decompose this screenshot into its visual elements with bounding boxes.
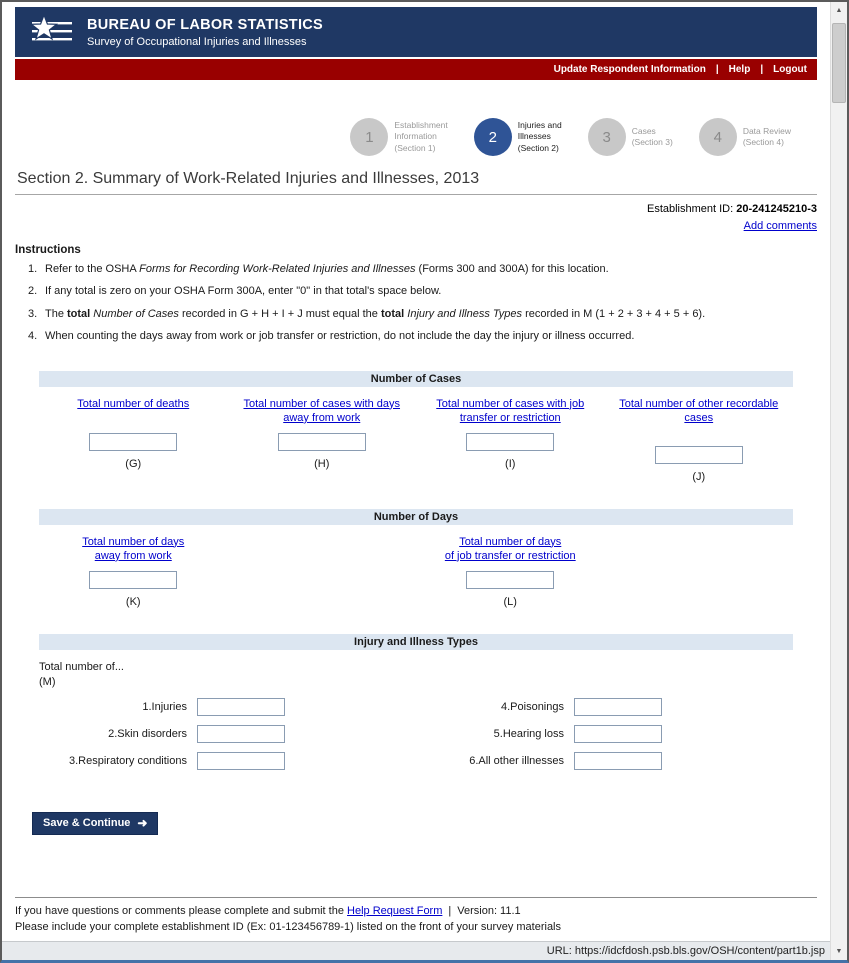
step-2-label: Injuries and Illnesses (Section 2) — [517, 120, 562, 153]
instruction-3-text: The total Number of Cases recorded in G + H + I + J must equal the total Injury and Illness Types recorded in M (1 + 2 + 3 + 4 + 5 + 6). — [45, 307, 706, 320]
field-days-job-transfer — [416, 535, 605, 608]
spacer-col — [605, 535, 794, 608]
input-respiratory-conditions[interactable] — [197, 752, 285, 770]
save-continue-button[interactable] — [32, 812, 158, 835]
step-4-label: Data Review (Section 4) — [742, 125, 791, 147]
types-grid — [39, 698, 793, 770]
spacer-col — [228, 535, 417, 608]
section-header-number-of-days: Number of Days — [39, 509, 793, 525]
app-header — [15, 7, 817, 57]
scroll-down-button[interactable] — [831, 943, 847, 960]
section-header-injury-illness-types: Injury and Illness Types — [39, 634, 793, 650]
page-footer — [15, 897, 817, 936]
skin-disorders-label: 2.Skin disorders — [108, 728, 187, 741]
instruction-4-text: When counting the days away from work or job transfer or restriction, do not include the day the injury or illness occurred. — [45, 330, 635, 343]
field-letter-G: (G) — [125, 457, 142, 470]
establishment-id-label: Establishment ID: — [646, 203, 734, 215]
days-away-link[interactable]: Total number of days away from work — [82, 535, 185, 562]
scrollbar-thumb[interactable] — [832, 23, 846, 103]
page-content — [2, 2, 830, 835]
instruction-4 — [28, 329, 817, 344]
save-continue-label: Save & Continue — [43, 817, 131, 830]
cases-days-away-label — [228, 397, 417, 429]
cases-job-transfer-label — [416, 397, 605, 429]
footer-establishment-note: Please include your complete establishment ID (Ex: 01-123456789-1) listed on the front of your survey materials — [15, 921, 562, 934]
field-cases-days-away — [228, 397, 417, 483]
vertical-scrollbar[interactable] — [830, 2, 847, 960]
establishment-id — [15, 201, 817, 218]
field-letter-K: (K) — [125, 595, 141, 608]
instruction-3-number: 3. — [28, 307, 38, 320]
input-poisonings[interactable] — [574, 698, 662, 716]
other-recordable-input-wrap — [605, 445, 794, 464]
update-respondent-info-link[interactable]: Update Respondent Information — [553, 64, 706, 75]
types-right-column — [416, 698, 793, 770]
days-away-input-wrap — [39, 570, 228, 589]
row-hearing-loss — [416, 725, 793, 743]
footer-separator: | — [448, 905, 452, 918]
poisonings-label: 4.Poisonings — [501, 701, 564, 714]
field-letter-L: (L) — [503, 595, 517, 608]
input-days-away-K[interactable] — [89, 571, 177, 589]
instruction-1-text: Refer to the OSHA Forms for Recording Work-Related Injuries and Illnesses (Forms 300 and 300A) for this location. — [45, 263, 609, 275]
total-deaths-label — [39, 397, 228, 429]
types-section — [39, 660, 793, 771]
instruction-4-number: 4. — [28, 330, 38, 343]
respiratory-conditions-label: 3.Respiratory conditions — [68, 755, 187, 768]
row-injuries — [39, 698, 416, 716]
field-letter-H: (H) — [314, 457, 330, 470]
add-comments-link[interactable]: Add comments — [743, 219, 817, 232]
step-injuries-illnesses[interactable] — [474, 118, 562, 156]
version-text: Version: 11.1 — [457, 905, 521, 918]
establishment-id-value: 20-241245210-3 — [736, 203, 817, 215]
footer-divider — [15, 897, 817, 898]
types-intro-text: Total number of... — [39, 660, 124, 673]
page-title: Section 2. Summary of Work-Related Injuries and Illnesses, 2013 — [17, 170, 480, 187]
row-poisonings — [416, 698, 793, 716]
step-2-circle: 2 — [474, 118, 512, 156]
scrollbar-track[interactable] — [831, 19, 847, 943]
total-deaths-input-wrap — [39, 432, 228, 451]
establishment-meta — [15, 201, 817, 234]
status-bar — [2, 941, 830, 960]
days-job-transfer-input-wrap — [416, 570, 605, 589]
step-3-circle: 3 — [588, 118, 626, 156]
days-fields — [39, 535, 793, 608]
all-other-illnesses-label: 6.All other illnesses — [469, 755, 564, 768]
instruction-2-text: If any total is zero on your OSHA Form 300A, enter "0" in that total's space below. — [45, 285, 442, 298]
footer-help-line: If you have questions or comments please complete and submit the Help Request Form | Version: 11.1 — [15, 905, 521, 918]
logout-link[interactable]: Logout — [773, 64, 807, 75]
arrow-right-icon: ➜ — [137, 816, 148, 831]
instructions-heading: Instructions — [15, 244, 81, 256]
step-data-review[interactable] — [699, 118, 791, 156]
types-intro-letter-M: (M) — [39, 675, 56, 688]
utility-nav — [15, 59, 817, 80]
instruction-1-number: 1. — [28, 263, 38, 275]
input-all-other-illnesses[interactable] — [574, 752, 662, 770]
field-total-deaths — [39, 397, 228, 483]
progress-steps — [15, 118, 817, 156]
field-cases-job-transfer — [416, 397, 605, 483]
cases-fields — [39, 397, 793, 483]
input-hearing-loss[interactable] — [574, 725, 662, 743]
title-divider — [15, 194, 817, 195]
cases-days-away-input-wrap — [228, 432, 417, 451]
scroll-up-button[interactable] — [831, 2, 847, 19]
header-titles — [87, 17, 323, 48]
row-respiratory-conditions — [39, 752, 416, 770]
row-all-other-illnesses — [416, 752, 793, 770]
status-url: URL: https://idcfdosh.psb.bls.gov/OSH/content/part1b.jsp — [546, 945, 825, 957]
input-injuries[interactable] — [197, 698, 285, 716]
instruction-1 — [28, 262, 817, 277]
cases-days-away-link[interactable]: Total number of cases with days away from work — [243, 397, 401, 424]
help-request-form-link[interactable]: Help Request Form — [347, 905, 443, 918]
input-cases-job-transfer-I[interactable] — [466, 433, 554, 451]
instructions — [15, 244, 817, 345]
step-1-circle: 1 — [350, 118, 388, 156]
row-skin-disorders — [39, 725, 416, 743]
field-letter-J: (J) — [692, 470, 706, 483]
injuries-label: 1.Injuries — [142, 701, 187, 714]
field-letter-I: (I) — [505, 457, 516, 470]
section-header-number-of-cases: Number of Cases — [39, 371, 793, 387]
other-recordable-link[interactable]: Total number of other recordable cases — [619, 397, 779, 424]
field-other-recordable-cases — [605, 397, 794, 483]
org-title: BUREAU OF LABOR STATISTICS — [87, 16, 324, 33]
step-1-label: Establishment Information (Section 1) — [394, 120, 448, 153]
step-3-label: Cases (Section 3) — [631, 125, 673, 147]
types-intro — [39, 660, 793, 691]
instruction-3 — [28, 307, 817, 322]
days-job-transfer-link[interactable]: Total number of days of job transfer or restriction — [444, 535, 576, 562]
input-skin-disorders[interactable] — [197, 725, 285, 743]
input-days-job-transfer-L[interactable] — [466, 571, 554, 589]
types-left-column — [39, 698, 416, 770]
days-away-label — [39, 535, 228, 567]
cases-job-transfer-input-wrap — [416, 432, 605, 451]
up-arrow-icon: ▲ — [835, 7, 843, 14]
cases-job-transfer-link[interactable]: Total number of cases with job transfer or restriction — [436, 397, 585, 424]
step-establishment-information[interactable] — [350, 118, 447, 156]
total-deaths-link[interactable]: Total number of deaths — [77, 397, 190, 410]
instruction-2 — [28, 284, 817, 299]
bls-logo-icon — [29, 13, 75, 51]
input-other-recordable-J[interactable] — [655, 446, 743, 464]
nav-separator: | — [760, 64, 764, 75]
input-total-deaths-G[interactable] — [89, 433, 177, 451]
other-recordable-label — [605, 397, 794, 429]
hearing-loss-label: 5.Hearing loss — [493, 728, 564, 741]
input-cases-days-away-H[interactable] — [278, 433, 366, 451]
days-job-transfer-label — [416, 535, 605, 567]
instruction-2-number: 2. — [28, 285, 38, 298]
step-cases[interactable] — [588, 118, 673, 156]
step-4-circle: 4 — [699, 118, 737, 156]
nav-separator: | — [715, 64, 719, 75]
down-arrow-icon: ▼ — [835, 948, 843, 955]
help-link[interactable]: Help — [728, 64, 751, 75]
field-days-away — [39, 535, 228, 608]
survey-subtitle: Survey of Occupational Injuries and Illnesses — [87, 35, 307, 48]
page-viewport — [2, 2, 830, 960]
